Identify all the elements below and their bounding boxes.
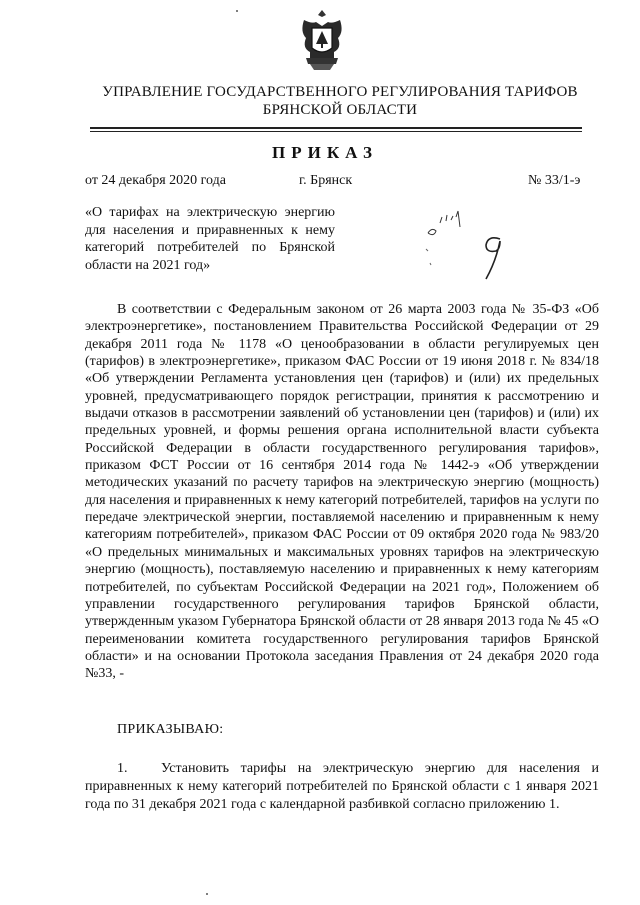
coat-of-arms-emblem [296, 8, 348, 72]
order-city: г. Брянск [299, 173, 353, 188]
order-subject: «О тарифах на электрическую энергию для населения и приравненных к нему категорий потребителей по Брянской области на 2021 год» [85, 205, 335, 273]
order-heading: ПРИКАЗЫВАЮ: [117, 722, 224, 737]
order-item-text: Установить тарифы на электрическую энергию для населения и приравненных к нему категорий потребителей по Брянской области с 1 января 2021 года по 31 декабря 2021 года с календарной разбивкой согласно приложению 1. [85, 761, 599, 812]
organization-name-line2: БРЯНСКОЙ ОБЛАСТИ [262, 102, 418, 118]
order-number: № 33/1-э [528, 173, 581, 188]
order-item [85, 760, 599, 814]
document-title: ПРИКАЗ [272, 143, 378, 162]
handwritten-mark [420, 205, 510, 285]
scan-speck [236, 10, 238, 12]
header-divider-thick [90, 127, 582, 129]
preamble-paragraph: В соответствии с Федеральным законом от 26 марта 2003 года № 35-ФЗ «Об электроэнергетике», постановлением Правительства Российской Федерации от 29 декабря 2011 года № 1178 «О ценообразовании в области регулируемых цен (тарифов) в электроэнергетике», приказом ФАС России от 19 июня 2018 г. № 834/18 «Об утверждении Регламента установления цен (тарифов) и (или) их предельных уровней, предусматривающего порядок регистрации, принятия к рассмотрению и выдачи отказов в рассмотрении заявлений об установлении цен (тарифов) и (или) их предельных уровней, и формы решения органа исполнительной власти субъекта Российской Федерации в области государственного регулирования тарифов», приказом ФСТ России от 16 сентября 2014 года № 1442-э «Об утверждении методических указаний по расчету тарифов на электрическую энергию (мощность) для населения и приравненных к нему категорий потребителей, тарифов на услуги по передаче электрической энергии, поставляемой населению и приравненным к нему категориям потребителей», приказом ФАС России от 09 октября 2020 года № 983/20 «О предельных минимальных и максимальных уровнях тарифов на электрическую энергию (мощность), поставляемую населению и приравненных к нему категориям потребителей, по субъектам Российской Федерации на 2021 год», Положением об управлении государственного регулирования тарифов Брянской области, утвержденным указом Губернатора Брянской области от 28 января 2013 года № 45 «О переименовании комитета государственного регулирования тарифов Брянской области» и на основании Протокола заседания Правления от 24 декабря 2020 года №33, - [85, 302, 599, 682]
scan-speck [206, 893, 208, 895]
header-divider-thin [90, 131, 582, 132]
order-item-number: 1. [117, 761, 128, 776]
order-date: от 24 декабря 2020 года [85, 173, 226, 188]
organization-name-line1: УПРАВЛЕНИЕ ГОСУДАРСТВЕННОГО РЕГУЛИРОВАНИЯ ТАРИФОВ [102, 84, 578, 100]
